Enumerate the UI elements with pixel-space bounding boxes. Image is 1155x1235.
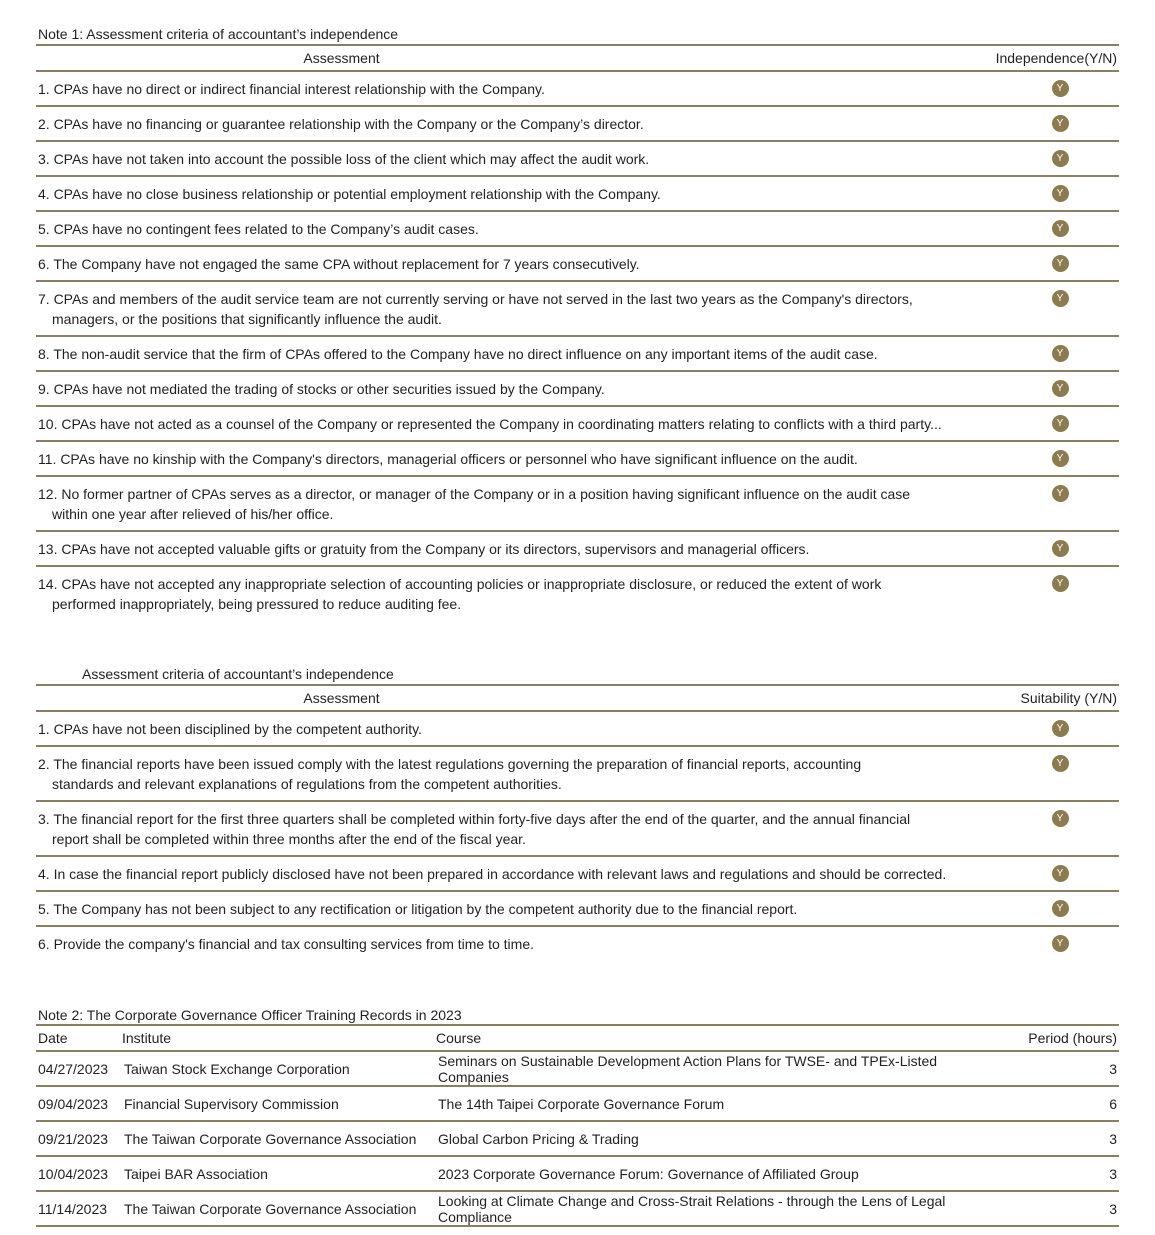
yes-badge: Y — [1052, 80, 1069, 97]
training-course: 2023 Corporate Governance Forum: Governance of Affiliated Group — [436, 1156, 1007, 1191]
training-course: The 14th Taipei Corporate Governance Forum — [436, 1086, 1007, 1121]
yes-badge: Y — [1052, 415, 1069, 432]
suitability-section — [36, 665, 1119, 960]
criteria-text: 4. In case the financial report publicly disclosed have not been prepared in accordance with relevant laws and regulations and should be corrected. — [38, 866, 947, 882]
criteria-text: 4. CPAs have no close business relationship or potential employment relationship with the Company. — [38, 186, 661, 202]
training-institute: Taiwan Stock Exchange Corporation — [122, 1051, 436, 1086]
criteria-row — [36, 176, 1119, 211]
table-row — [36, 1121, 1119, 1156]
yes-badge: Y — [1052, 540, 1069, 557]
col-date: Date — [36, 1026, 122, 1051]
training-date: 11/14/2023 — [36, 1191, 122, 1226]
training-date: 10/04/2023 — [36, 1156, 122, 1191]
training-period: 3 — [1007, 1121, 1119, 1156]
yes-badge: Y — [1052, 900, 1069, 917]
training-date: 09/21/2023 — [36, 1121, 122, 1156]
col-assessment: Assessment — [36, 46, 977, 71]
criteria-row — [36, 281, 1119, 336]
training-section — [36, 1006, 1119, 1227]
col-institute: Institute — [122, 1026, 436, 1051]
yes-badge: Y — [1052, 220, 1069, 237]
criteria-text: 1. CPAs have not been disciplined by the competent authority. — [38, 721, 422, 737]
criteria-row — [36, 371, 1119, 406]
training-period: 6 — [1007, 1086, 1119, 1121]
yes-badge: Y — [1052, 290, 1069, 307]
criteria-text: 6. Provide the company's financial and tax consulting services from time to time. — [38, 936, 535, 952]
yes-badge: Y — [1052, 380, 1069, 397]
col-assessment: Assessment — [36, 686, 977, 711]
criteria-text: 3. CPAs have not taken into account the possible loss of the client which may affect the audit work. — [38, 151, 650, 167]
criteria-text: 2. CPAs have no financing or guarantee relationship with the Company or the Company’s director. — [38, 116, 644, 132]
training-date: 04/27/2023 — [36, 1051, 122, 1086]
yes-badge: Y — [1052, 810, 1069, 827]
yes-badge: Y — [1052, 575, 1069, 592]
yes-badge: Y — [1052, 450, 1069, 467]
independence-caption: Note 1: Assessment criteria of accountant’s independence — [38, 26, 399, 42]
table-row — [36, 1086, 1119, 1121]
table-row — [36, 1156, 1119, 1191]
yes-badge: Y — [1052, 345, 1069, 362]
criteria-text: 1. CPAs have no direct or indirect financial interest relationship with the Company. — [38, 81, 545, 97]
training-institute: The Taiwan Corporate Governance Association — [122, 1121, 436, 1156]
criteria-row — [36, 531, 1119, 566]
criteria-row — [36, 746, 1119, 801]
yes-badge: Y — [1052, 485, 1069, 502]
yes-badge: Y — [1052, 185, 1069, 202]
criteria-row — [36, 441, 1119, 476]
training-institute: The Taiwan Corporate Governance Association — [122, 1191, 436, 1226]
table-row — [36, 1051, 1119, 1086]
training-period: 3 — [1007, 1051, 1119, 1086]
criteria-text: 6. The Company have not engaged the same CPA without replacement for 7 years consecutively. — [38, 256, 640, 272]
table-row — [36, 1191, 1119, 1226]
suitability-caption: Assessment criteria of accountant’s independence — [82, 666, 394, 682]
criteria-text: 14. CPAs have not accepted any inappropriate selection of accounting policies or inappropriate disclosure, or reduced the extent of work performed inappropriately, being pressured to reduce auditing fee. — [38, 576, 882, 612]
criteria-text: 11. CPAs have no kinship with the Company's directors, managerial officers or personnel who have significant influence on the audit. — [38, 451, 858, 467]
training-date: 09/04/2023 — [36, 1086, 122, 1121]
col-period: Period (hours) — [1007, 1026, 1119, 1051]
col-independence: Independence(Y/N) — [977, 46, 1119, 71]
criteria-row — [36, 476, 1119, 531]
criteria-row — [36, 926, 1119, 960]
training-caption: Note 2: The Corporate Governance Officer Training Records in 2023 — [38, 1007, 462, 1023]
criteria-text: 2. The financial reports have been issued comply with the latest regulations governing the preparation of financial reports, accounting standards and relevant explanations of regulations from the competent authorities. — [38, 756, 862, 792]
criteria-text: 5. CPAs have no contingent fees related to the Company’s audit cases. — [38, 221, 479, 237]
independence-section — [36, 25, 1119, 620]
criteria-text: 13. CPAs have not accepted valuable gifts or gratuity from the Company or its directors, supervisors and managerial officers. — [38, 541, 810, 557]
criteria-row — [36, 891, 1119, 926]
criteria-text: 10. CPAs have not acted as a counsel of the Company or represented the Company in coordinating matters relating to conflicts with a third party... — [38, 416, 942, 432]
yes-badge: Y — [1052, 255, 1069, 272]
criteria-row — [36, 336, 1119, 371]
suitability-table — [36, 686, 1119, 960]
criteria-text: 12. No former partner of CPAs serves as a director, or manager of the Company or in a position having significant influence on the audit case within one year after relieved of his/her office. — [38, 486, 911, 522]
criteria-row — [36, 71, 1119, 106]
criteria-row — [36, 406, 1119, 441]
col-suitability: Suitability (Y/N) — [977, 686, 1119, 711]
training-table — [36, 1026, 1119, 1227]
criteria-row — [36, 106, 1119, 141]
training-institute: Taipei BAR Association — [122, 1156, 436, 1191]
independence-table — [36, 46, 1119, 620]
yes-badge: Y — [1052, 935, 1069, 952]
training-course: Global Carbon Pricing & Trading — [436, 1121, 1007, 1156]
yes-badge: Y — [1052, 865, 1069, 882]
criteria-text: 9. CPAs have not mediated the trading of stocks or other securities issued by the Company. — [38, 381, 605, 397]
col-course: Course — [436, 1026, 1007, 1051]
criteria-text: 3. The financial report for the first three quarters shall be completed within forty-five days after the end of the quarter, and the annual financial report shall be completed within three months after the end of the fiscal year. — [38, 811, 911, 847]
training-period: 3 — [1007, 1191, 1119, 1226]
training-course: Seminars on Sustainable Development Action Plans for TWSE- and TPEx-Listed Companies — [436, 1051, 1007, 1086]
training-period: 3 — [1007, 1156, 1119, 1191]
criteria-text: 8. The non-audit service that the firm of CPAs offered to the Company have no direct influence on any important items of the audit case. — [38, 346, 878, 362]
criteria-row — [36, 246, 1119, 281]
criteria-row — [36, 801, 1119, 856]
yes-badge: Y — [1052, 755, 1069, 772]
criteria-row — [36, 211, 1119, 246]
criteria-row — [36, 856, 1119, 891]
yes-badge: Y — [1052, 115, 1069, 132]
criteria-row — [36, 711, 1119, 746]
criteria-row — [36, 141, 1119, 176]
yes-badge: Y — [1052, 150, 1069, 167]
criteria-text: 7. CPAs and members of the audit service team are not currently serving or have not served in the last two years as the Company's directors, managers, or the positions that significantly influence the audit. — [38, 291, 913, 327]
criteria-row — [36, 566, 1119, 620]
training-institute: Financial Supervisory Commission — [122, 1086, 436, 1121]
criteria-text: 5. The Company has not been subject to any rectification or litigation by the competent authority due to the financial report. — [38, 901, 798, 917]
yes-badge: Y — [1052, 720, 1069, 737]
training-course: Looking at Climate Change and Cross-Strait Relations - through the Lens of Legal Compliance — [436, 1191, 1007, 1226]
